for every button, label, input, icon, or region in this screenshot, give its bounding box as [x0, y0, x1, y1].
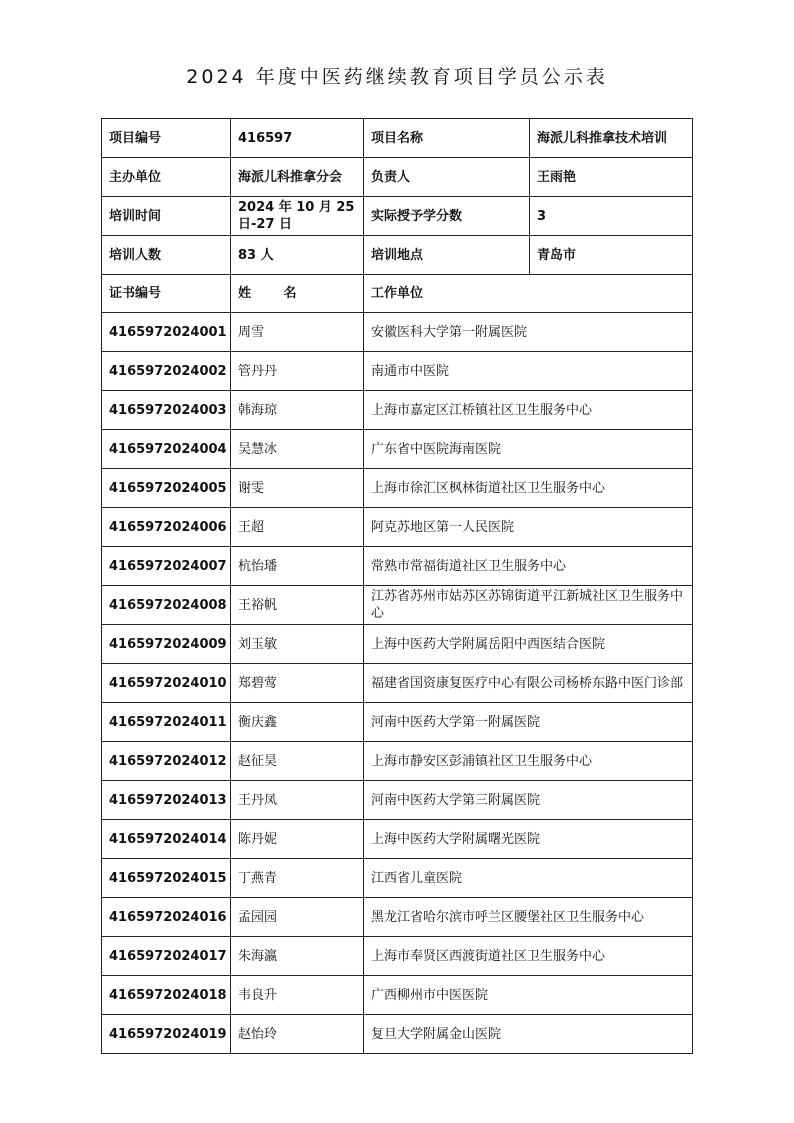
time-value: 2024 年 10 月 25 日-27 日	[231, 197, 364, 236]
cert-no-cell: 4165972024004	[102, 430, 231, 469]
name-cell: 衡庆鑫	[231, 703, 364, 742]
name-cell: 孟园园	[231, 898, 364, 937]
cert-no-cell: 4165972024008	[102, 586, 231, 625]
trainee-table	[101, 118, 693, 1054]
cert-no-cell: 4165972024005	[102, 469, 231, 508]
column-header-row	[102, 275, 693, 313]
unit-cell: 江西省儿童医院	[364, 859, 693, 898]
header-unit: 工作单位	[364, 275, 693, 313]
header-cert-no: 证书编号	[102, 275, 231, 313]
table-row	[102, 664, 693, 703]
cert-no-cell: 4165972024001	[102, 313, 231, 352]
table-row	[102, 430, 693, 469]
unit-cell: 复旦大学附属金山医院	[364, 1015, 693, 1054]
project-no-label: 项目编号	[102, 119, 231, 158]
unit-cell: 福建省国资康复医疗中心有限公司杨桥东路中医门诊部	[364, 664, 693, 703]
unit-cell: 上海中医药大学附属岳阳中西医结合医院	[364, 625, 693, 664]
table-row	[102, 781, 693, 820]
name-cell: 刘玉敏	[231, 625, 364, 664]
cert-no-cell: 4165972024016	[102, 898, 231, 937]
name-cell: 管丹丹	[231, 352, 364, 391]
unit-cell: 南通市中医院	[364, 352, 693, 391]
name-cell: 周雪	[231, 313, 364, 352]
project-name-value: 海派儿科推拿技术培训	[530, 119, 693, 158]
unit-cell: 安徽医科大学第一附属医院	[364, 313, 693, 352]
table-row	[102, 391, 693, 430]
project-no-value: 416597	[231, 119, 364, 158]
credits-value: 3	[530, 197, 693, 236]
cert-no-cell: 4165972024015	[102, 859, 231, 898]
table-row	[102, 703, 693, 742]
project-name-label: 项目名称	[364, 119, 530, 158]
table-row	[102, 625, 693, 664]
unit-cell: 广西柳州市中医医院	[364, 976, 693, 1015]
cert-no-cell: 4165972024003	[102, 391, 231, 430]
table-row	[102, 1015, 693, 1054]
name-cell: 朱海瀛	[231, 937, 364, 976]
place-value: 青岛市	[530, 236, 693, 275]
name-cell: 吴慧冰	[231, 430, 364, 469]
table-row	[102, 820, 693, 859]
unit-cell: 广东省中医院海南医院	[364, 430, 693, 469]
table-row	[102, 469, 693, 508]
table-row	[102, 937, 693, 976]
leader-value: 王雨艳	[530, 158, 693, 197]
cert-no-cell: 4165972024014	[102, 820, 231, 859]
table-row	[102, 742, 693, 781]
table-row	[102, 898, 693, 937]
info-row-count	[102, 236, 693, 275]
host-label: 主办单位	[102, 158, 231, 197]
unit-cell: 常熟市常福街道社区卫生服务中心	[364, 547, 693, 586]
cert-no-cell: 4165972024002	[102, 352, 231, 391]
table-row	[102, 352, 693, 391]
name-cell: 韩海琼	[231, 391, 364, 430]
name-cell: 陈丹妮	[231, 820, 364, 859]
unit-cell: 上海市徐汇区枫林街道社区卫生服务中心	[364, 469, 693, 508]
unit-cell: 江苏省苏州市姑苏区苏锦街道平江新城社区卫生服务中心	[364, 586, 693, 625]
cert-no-cell: 4165972024009	[102, 625, 231, 664]
cert-no-cell: 4165972024018	[102, 976, 231, 1015]
name-cell: 杭怡璠	[231, 547, 364, 586]
name-cell: 谢雯	[231, 469, 364, 508]
host-value: 海派儿科推拿分会	[231, 158, 364, 197]
info-row-project	[102, 119, 693, 158]
count-value: 83 人	[231, 236, 364, 275]
header-name: 姓 名	[231, 275, 364, 313]
table-row	[102, 313, 693, 352]
cert-no-cell: 4165972024011	[102, 703, 231, 742]
cert-no-cell: 4165972024006	[102, 508, 231, 547]
leader-label: 负责人	[364, 158, 530, 197]
cert-no-cell: 4165972024010	[102, 664, 231, 703]
table-row	[102, 976, 693, 1015]
unit-cell: 河南中医药大学第一附属医院	[364, 703, 693, 742]
page-title: 2024 年度中医药继续教育项目学员公示表	[186, 66, 608, 88]
unit-cell: 河南中医药大学第三附属医院	[364, 781, 693, 820]
info-row-time	[102, 197, 693, 236]
table-row	[102, 508, 693, 547]
info-row-host	[102, 158, 693, 197]
name-cell: 韦良升	[231, 976, 364, 1015]
name-cell: 王裕帆	[231, 586, 364, 625]
name-cell: 郑碧莺	[231, 664, 364, 703]
unit-cell: 上海中医药大学附属曙光医院	[364, 820, 693, 859]
count-label: 培训人数	[102, 236, 231, 275]
name-cell: 王超	[231, 508, 364, 547]
unit-cell: 上海市嘉定区江桥镇社区卫生服务中心	[364, 391, 693, 430]
cert-no-cell: 4165972024007	[102, 547, 231, 586]
credits-label: 实际授予学分数	[364, 197, 530, 236]
time-label: 培训时间	[102, 197, 231, 236]
name-cell: 赵征昊	[231, 742, 364, 781]
place-label: 培训地点	[364, 236, 530, 275]
name-cell: 王丹凤	[231, 781, 364, 820]
unit-cell: 黑龙江省哈尔滨市呼兰区腰堡社区卫生服务中心	[364, 898, 693, 937]
cert-no-cell: 4165972024017	[102, 937, 231, 976]
table-row	[102, 586, 693, 625]
table-row	[102, 547, 693, 586]
unit-cell: 上海市奉贤区西渡街道社区卫生服务中心	[364, 937, 693, 976]
cert-no-cell: 4165972024012	[102, 742, 231, 781]
cert-no-cell: 4165972024019	[102, 1015, 231, 1054]
cert-no-cell: 4165972024013	[102, 781, 231, 820]
unit-cell: 上海市静安区彭浦镇社区卫生服务中心	[364, 742, 693, 781]
unit-cell: 阿克苏地区第一人民医院	[364, 508, 693, 547]
table-row	[102, 859, 693, 898]
name-cell: 赵怡玲	[231, 1015, 364, 1054]
name-cell: 丁燕青	[231, 859, 364, 898]
